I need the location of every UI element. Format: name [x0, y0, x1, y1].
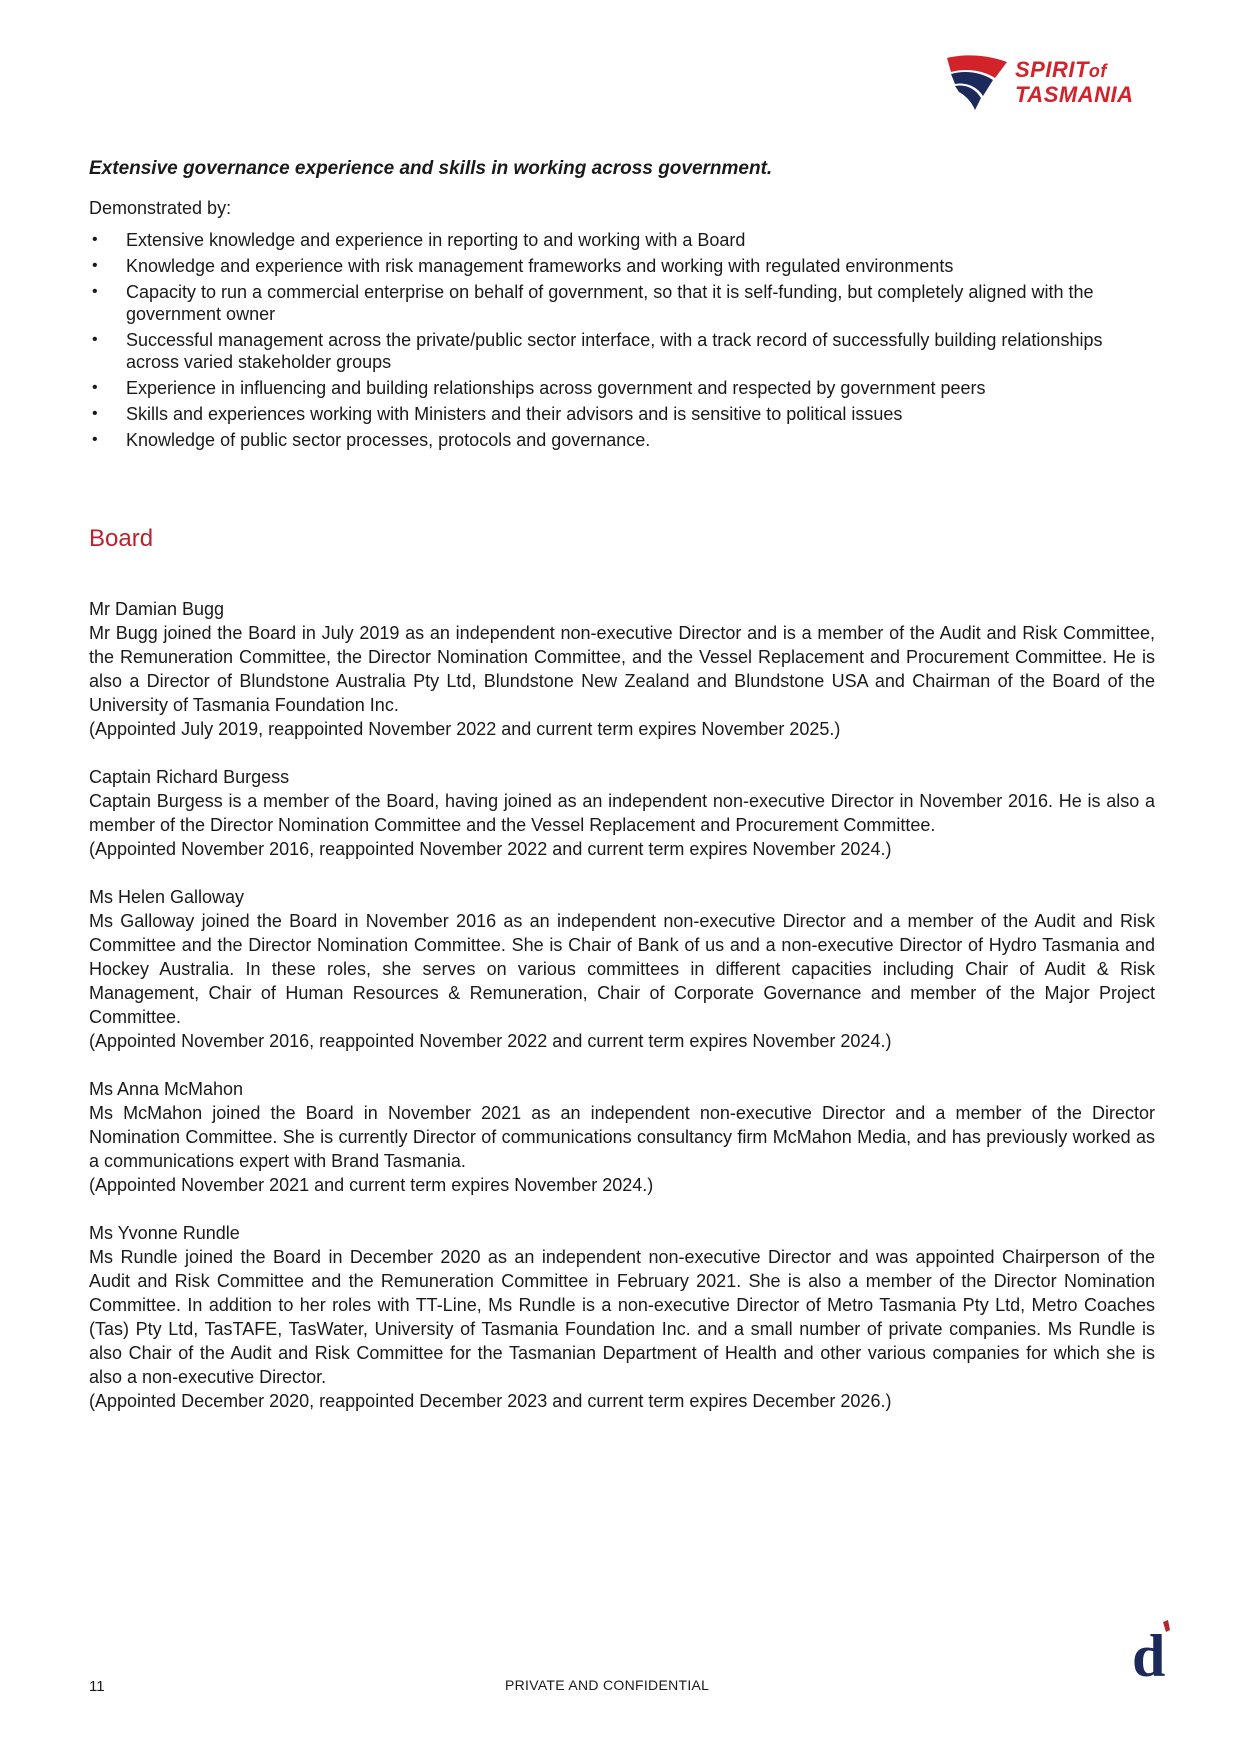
member-term: (Appointed November 2021 and current term expires November 2024.)	[89, 1175, 654, 1195]
d-logo-letter: d	[1132, 1623, 1166, 1684]
logo-wordmark	[1015, 58, 1165, 107]
list-item	[89, 329, 1155, 373]
bullet-icon: •	[92, 331, 98, 348]
member-term: (Appointed December 2020, reappointed December 2023 and current term expires December 2026.)	[89, 1391, 892, 1411]
bullet-icon: •	[92, 405, 98, 422]
board-member	[89, 885, 1155, 1053]
bullet-icon: •	[92, 257, 98, 274]
list-item-text: Successful management across the private/public sector interface, with a track record of successfully building relationships across varied stakeholder groups	[126, 330, 1103, 372]
list-item	[89, 429, 1155, 451]
list-item	[89, 377, 1155, 399]
d-brand-logo	[1130, 1620, 1174, 1684]
member-bio: Ms Galloway joined the Board in November 2016 as an independent non-executive Director and a member of the Audit and Risk Committee and the Director Nomination Committee. She is Chair of Bank of us and a non-executive Director of Hydro Tasmania and Hockey Australia. In these roles, she serves on various committees in different capacities including Chair of Audit & Risk Management, Chair of Human Resources & Remuneration, Chair of Corporate Governance and member of the Major Project Committee.	[89, 911, 1155, 1027]
demonstrated-by-label: Demonstrated by:	[89, 198, 232, 218]
list-item-text: Knowledge of public sector processes, protocols and governance.	[126, 430, 651, 450]
member-bio: Ms Rundle joined the Board in December 2020 as an independent non-executive Director and was appointed Chairperson of the Audit and Risk Committee and the Remuneration Committee in February 2021. She is also a member of the Director Nomination Committee. In addition to her roles with TT-Line, Ms Rundle is a non-executive Director of Metro Tasmania Pty Ltd, Metro Coaches (Tas) Pty Ltd, TasTAFE, TasWater, University of Tasmania Foundation Inc. and a small number of private companies. Ms Rundle is also Chair of the Audit and Risk Committee for the Tasmanian Department of Health and other various companies for which she is also a non-executive Director.	[89, 1247, 1155, 1387]
member-name: Mr Damian Bugg	[89, 599, 225, 619]
list-item-text: Capacity to run a commercial enterprise on behalf of government, so that it is self-funding, but completely aligned with the government owner	[126, 282, 1094, 324]
logo-line1: SPIRIT	[1015, 57, 1089, 82]
member-term: (Appointed July 2019, reappointed November 2022 and current term expires November 2025.)	[89, 719, 841, 739]
list-item	[89, 255, 1155, 277]
member-name: Captain Richard Burgess	[89, 767, 290, 787]
page-content	[89, 158, 1155, 1437]
confidential-label: PRIVATE AND CONFIDENTIAL	[505, 1677, 710, 1693]
list-item-text: Skills and experiences working with Ministers and their advisors and is sensitive to political issues	[126, 404, 903, 424]
intro-heading: Extensive governance experience and skills in working across government.	[89, 158, 773, 179]
d-logo-icon	[1130, 1620, 1174, 1684]
member-term: (Appointed November 2016, reappointed November 2022 and current term expires November 2024.)	[89, 1031, 892, 1051]
board-member	[89, 597, 1155, 741]
member-name: Ms Helen Galloway	[89, 887, 245, 907]
ship-bow-icon	[945, 52, 1009, 116]
bullet-icon: •	[92, 283, 98, 300]
logo-of: of	[1088, 61, 1107, 81]
board-member	[89, 765, 1155, 861]
list-item-text: Knowledge and experience with risk management frameworks and working with regulated environments	[126, 256, 954, 276]
member-bio: Mr Bugg joined the Board in July 2019 as an independent non-executive Director and is a member of the Audit and Risk Committee, the Remuneration Committee, the Director Nomination Committee, and the Vessel Replacement and Procurement Committee. He is also a Director of Blundstone Australia Pty Ltd, Blundstone New Zealand and Blundstone USA and Chairman of the Board of the University of Tasmania Foundation Inc.	[89, 623, 1155, 715]
bullet-icon: •	[92, 431, 98, 448]
member-name: Ms Yvonne Rundle	[89, 1223, 240, 1243]
list-item	[89, 403, 1155, 425]
page-number: 11	[89, 1678, 105, 1695]
logo-line2: TASMANIA	[1015, 82, 1134, 107]
bullet-icon: •	[92, 231, 98, 248]
member-bio: Ms McMahon joined the Board in November 2021 as an independent non-executive Director and a member of the Director Nomination Committee. She is currently Director of communications consultancy firm McMahon Media, and has previously worked as a communications expert with Brand Tasmania.	[89, 1103, 1155, 1171]
criteria-list	[89, 229, 1155, 451]
list-item	[89, 229, 1155, 251]
spirit-of-tasmania-logo	[945, 50, 1165, 120]
member-term: (Appointed November 2016, reappointed November 2022 and current term expires November 2024.)	[89, 839, 892, 859]
bullet-icon: •	[92, 379, 98, 396]
member-name: Ms Anna McMahon	[89, 1079, 244, 1099]
board-member	[89, 1221, 1155, 1413]
board-heading: Board	[89, 525, 154, 552]
list-item-text: Experience in influencing and building relationships across government and respected by government peers	[126, 378, 986, 398]
board-member	[89, 1077, 1155, 1197]
list-item	[89, 281, 1155, 325]
member-bio: Captain Burgess is a member of the Board, having joined as an independent non-executive Director in November 2016. He is also a member of the Director Nomination Committee and the Vessel Replacement and Procurement Committee.	[89, 791, 1155, 835]
list-item-text: Extensive knowledge and experience in reporting to and working with a Board	[126, 230, 746, 250]
